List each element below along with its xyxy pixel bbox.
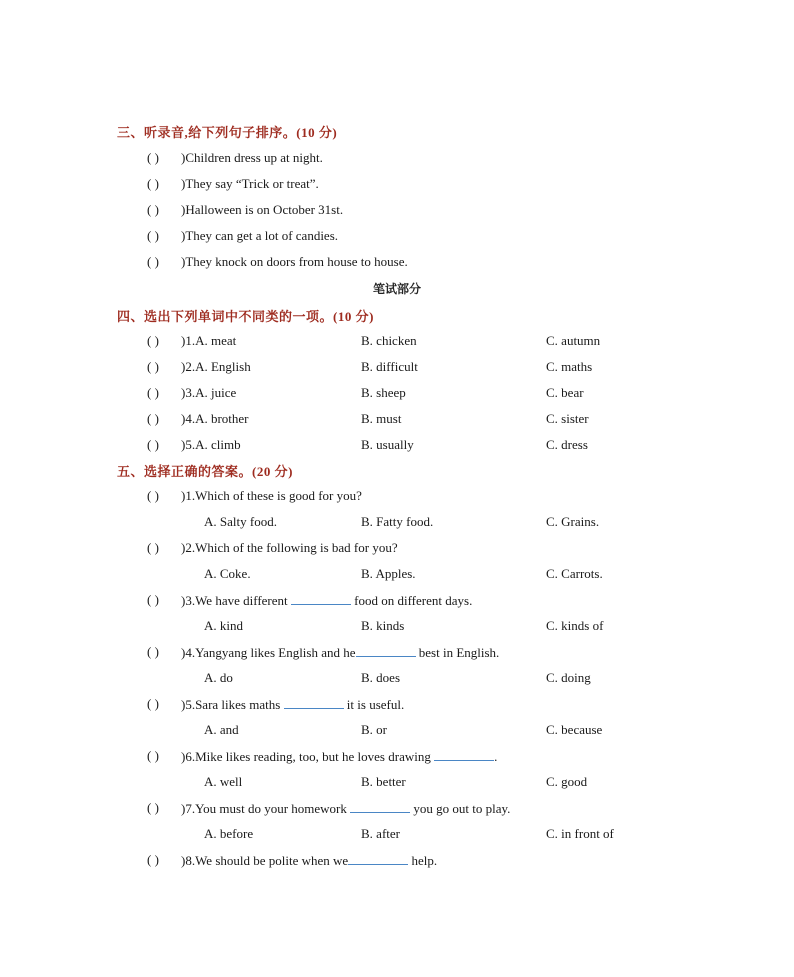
answer-blank[interactable] — [434, 748, 494, 761]
option-b: B. chicken — [361, 333, 417, 348]
answer-paren: ( ) — [147, 748, 159, 763]
question-text-before: )3.We have different — [181, 593, 291, 608]
listening-item-1 — [0, 150, 794, 168]
option-a: A. Salty food. — [204, 514, 277, 529]
option-c: C. Grains. — [546, 514, 600, 529]
listening-item-3 — [0, 202, 794, 220]
option-b: B. kinds — [361, 618, 405, 633]
answer-blank[interactable] — [284, 696, 344, 709]
sentence-text: )Halloween is on October 31st. — [181, 202, 344, 217]
option-a: )1.A. meat — [181, 333, 237, 348]
section-3-title: 三、听录音,给下列句子排序。(10 分) — [117, 125, 338, 140]
choice-question-3 — [0, 592, 794, 610]
answer-paren: ( ) — [147, 800, 159, 815]
choice-question-2 — [0, 540, 794, 558]
answer-blank[interactable] — [291, 592, 351, 605]
option-c: C. because — [546, 722, 603, 737]
choice-options-6 — [0, 774, 794, 792]
choice-options-2 — [0, 566, 794, 584]
answer-paren: ( ) — [147, 644, 159, 659]
question-text-after: . — [494, 749, 498, 764]
question-text-after: best in English. — [415, 645, 500, 660]
written-part-heading: 笔试部分 — [372, 282, 421, 296]
answer-paren: ( ) — [147, 385, 159, 400]
choice-question-6 — [0, 748, 794, 766]
option-c: C. dress — [546, 437, 588, 452]
question-text-before: )5.Sara likes maths — [181, 697, 284, 712]
question-text-before: )8.We should be polite when we — [181, 853, 349, 868]
question-text: )2.Which of the following is bad for you? — [181, 540, 398, 555]
option-b: B. Fatty food. — [361, 514, 434, 529]
option-a: A. Coke. — [204, 566, 251, 581]
answer-paren: ( ) — [147, 437, 159, 452]
answer-paren: ( ) — [147, 852, 159, 867]
option-c: C. sister — [546, 411, 589, 426]
question-text-after: help. — [408, 853, 438, 868]
answer-paren: ( ) — [147, 254, 159, 269]
option-c: C. autumn — [546, 333, 601, 348]
option-b: B. usually — [361, 437, 414, 452]
option-a: )3.A. juice — [181, 385, 237, 400]
option-b: B. or — [361, 722, 387, 737]
listening-item-4 — [0, 228, 794, 246]
option-c: C. doing — [546, 670, 591, 685]
option-a: A. and — [204, 722, 239, 737]
option-c: C. in front of — [546, 826, 614, 841]
question-text-before: )6.Mike likes reading, too, but he loves drawing — [181, 749, 435, 764]
question-text — [181, 592, 472, 609]
option-c: C. kinds of — [546, 618, 604, 633]
option-b: B. sheep — [361, 385, 406, 400]
choice-options-3 — [0, 618, 794, 636]
answer-paren: ( ) — [147, 359, 159, 374]
odd-one-out-item-3 — [0, 385, 794, 403]
option-b: B. does — [361, 670, 400, 685]
choice-question-5 — [0, 696, 794, 714]
option-b: B. better — [361, 774, 406, 789]
answer-blank[interactable] — [356, 644, 416, 657]
sentence-text: )They can get a lot of candies. — [181, 228, 339, 243]
choice-question-1 — [0, 488, 794, 506]
question-text-after: you go out to play. — [410, 801, 511, 816]
option-b: B. must — [361, 411, 402, 426]
section-5-title: 五、选择正确的答案。(20 分) — [117, 464, 293, 479]
question-text: )1.Which of these is good for you? — [181, 488, 362, 503]
question-text — [181, 852, 437, 869]
question-text — [181, 644, 499, 661]
answer-paren: ( ) — [147, 228, 159, 243]
listening-item-5 — [0, 254, 794, 272]
option-a: A. before — [204, 826, 254, 841]
option-a: A. kind — [204, 618, 243, 633]
section-4-title: 四、选出下列单词中不同类的一项。(10 分) — [117, 309, 374, 324]
sentence-text: )They say “Trick or treat”. — [181, 176, 319, 191]
option-a: A. well — [204, 774, 243, 789]
choice-options-4 — [0, 670, 794, 688]
option-b: B. Apples. — [361, 566, 416, 581]
question-text — [181, 696, 404, 713]
option-b: B. difficult — [361, 359, 418, 374]
answer-paren: ( ) — [147, 488, 159, 503]
answer-paren: ( ) — [147, 540, 159, 555]
option-c: C. good — [546, 774, 588, 789]
sentence-text: )They knock on doors from house to house. — [181, 254, 408, 269]
answer-paren: ( ) — [147, 150, 159, 165]
choice-question-7 — [0, 800, 794, 818]
answer-paren: ( ) — [147, 592, 159, 607]
option-a: A. do — [204, 670, 233, 685]
answer-blank[interactable] — [350, 800, 410, 813]
option-a: )5.A. climb — [181, 437, 241, 452]
choice-options-1 — [0, 514, 794, 532]
question-text-before: )7.You must do your homework — [181, 801, 351, 816]
listening-item-2 — [0, 176, 794, 194]
choice-question-8 — [0, 852, 794, 870]
question-text — [181, 748, 497, 765]
question-text-after: it is useful. — [343, 697, 405, 712]
odd-one-out-item-4 — [0, 411, 794, 429]
question-text-after: food on different days. — [350, 593, 473, 608]
choice-options-5 — [0, 722, 794, 740]
answer-paren: ( ) — [147, 333, 159, 348]
option-c: C. bear — [546, 385, 584, 400]
odd-one-out-item-2 — [0, 359, 794, 377]
choice-question-4 — [0, 644, 794, 662]
option-c: C. Carrots. — [546, 566, 603, 581]
option-b: B. after — [361, 826, 400, 841]
option-a: )2.A. English — [181, 359, 251, 374]
odd-one-out-item-5 — [0, 437, 794, 455]
question-text — [181, 800, 510, 817]
answer-paren: ( ) — [147, 176, 159, 191]
sentence-text: )Children dress up at night. — [181, 150, 323, 165]
answer-paren: ( ) — [147, 202, 159, 217]
choice-options-7 — [0, 826, 794, 844]
answer-paren: ( ) — [147, 411, 159, 426]
question-text-before: )4.Yangyang likes English and he — [181, 645, 356, 660]
answer-blank[interactable] — [348, 852, 408, 865]
option-a: )4.A. brother — [181, 411, 249, 426]
odd-one-out-item-1 — [0, 333, 794, 351]
answer-paren: ( ) — [147, 696, 159, 711]
option-c: C. maths — [546, 359, 593, 374]
